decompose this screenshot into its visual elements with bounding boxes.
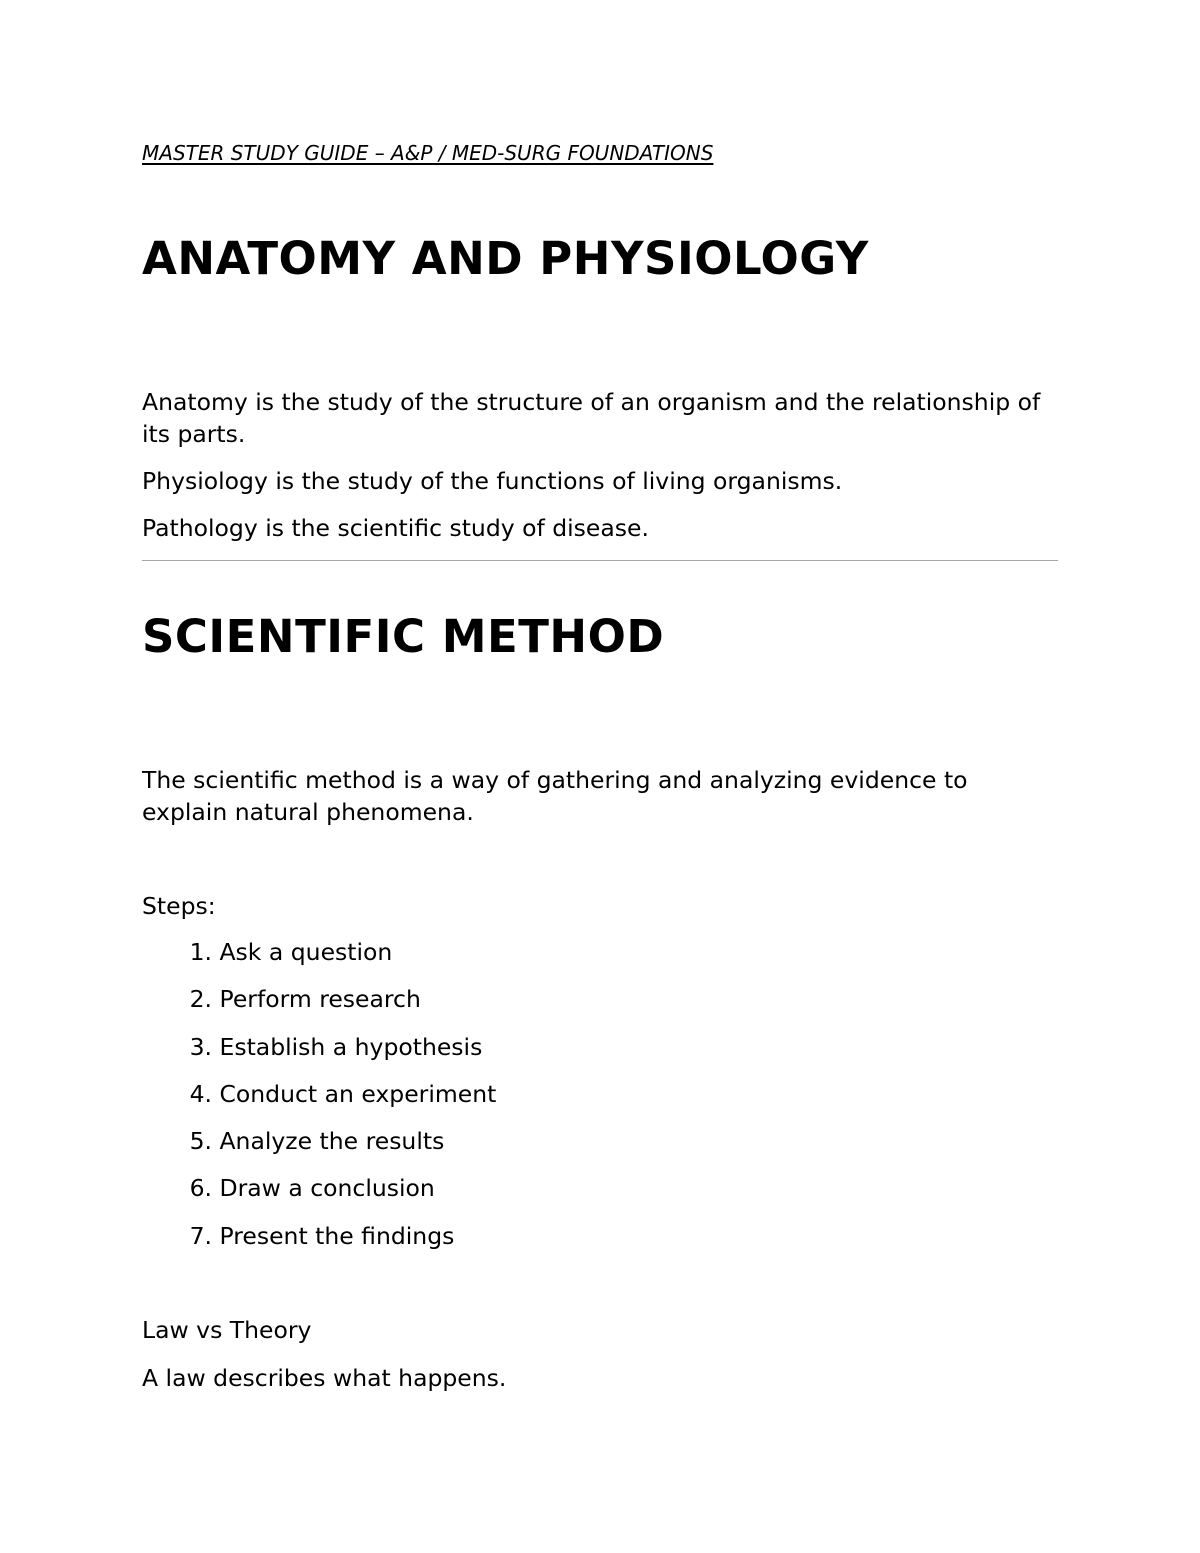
step-number: 5. [189,1127,212,1156]
steps-list [142,936,496,1267]
law-vs-theory-heading: Law vs Theory [142,1316,312,1344]
step-text: Conduct an experiment [219,1079,497,1108]
step-text: Ask a question [219,938,393,966]
step-number: 4. [189,1079,212,1108]
document-header: MASTER STUDY GUIDE – A&P / MED-SURG FOUNDATIONS [142,141,714,165]
step-number: 1. [189,938,212,966]
list-item [142,1172,496,1219]
list-item [142,936,496,983]
list-item [142,1031,496,1078]
step-number: 6. [189,1174,212,1203]
step-number: 2. [189,985,212,1014]
pathology-definition: Pathology is the scientific study of disease. [142,514,649,542]
law-description: A law describes what happens. [142,1364,507,1392]
step-number: 3. [189,1032,212,1061]
step-text: Analyze the results [219,1127,445,1156]
step-text: Draw a conclusion [219,1174,435,1203]
physiology-definition: Physiology is the study of the functions of living organisms. [142,467,843,495]
step-number: 7. [189,1221,212,1250]
steps-label: Steps: [142,892,216,920]
scientific-method-definition: The scientific method is a way of gathering and analyzing evidence to explain natural phenomena. [142,766,968,826]
anatomy-definition: Anatomy is the study of the structure of an organism and the relationship of its parts. [142,388,1041,448]
step-text: Establish a hypothesis [219,1032,483,1061]
list-item [142,983,496,1030]
section-title-anatomy-physiology: ANATOMY AND PHYSIOLOGY [142,232,869,285]
step-text: Perform research [219,985,421,1014]
list-item [142,1220,496,1267]
section-title-scientific-method: SCIENTIFIC METHOD [142,610,665,663]
section-divider [142,560,1058,561]
step-text: Present the findings [219,1221,455,1250]
list-item [142,1125,496,1172]
list-item [142,1078,496,1125]
